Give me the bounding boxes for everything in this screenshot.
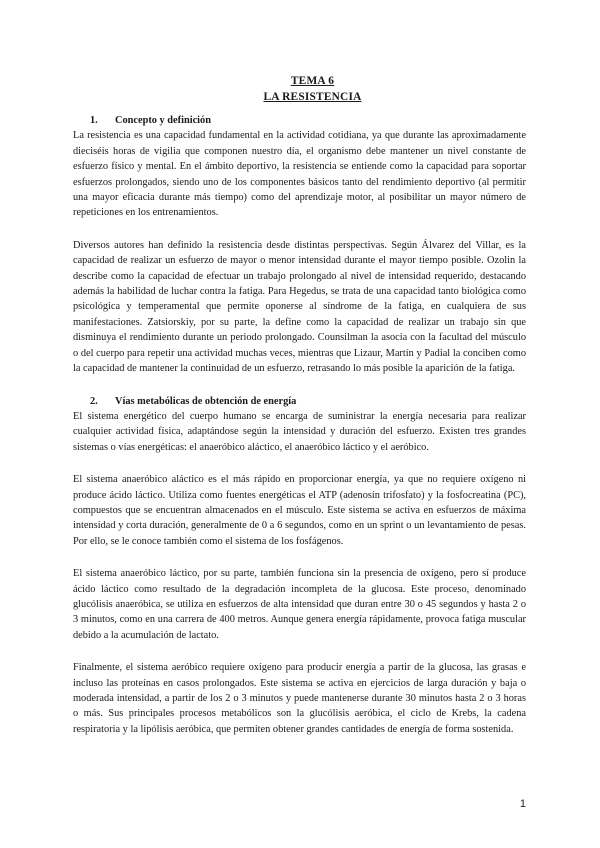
- section-heading-1: [73, 113, 526, 128]
- title-block: [0, 73, 600, 105]
- paragraph: El sistema anaeróbico aláctico es el más rápido en proporcionar energía, ya que no requiere oxígeno ni produce ácido láctico. Utiliza como fuentes energéticas el ATP (adenosín trifosfato) y la fosfocreatina (PC), compuestos que se encuentran almacenados en el músculo. Este sistema se activa en esfuerzos de máxima intensidad y corta duración, generalmente de 0 a 6 segundos, como en un sprint o un levantamiento de pesas. Por ello, se le conoce también como el sistema de los fosfágenos.: [73, 474, 526, 547]
- section-title: Vías metabólicas de obtención de energía: [115, 395, 297, 407]
- section-number: 2.: [90, 395, 98, 407]
- document-body: [73, 113, 526, 754]
- page-number: 1: [519, 798, 526, 810]
- paragraph: Finalmente, el sistema aeróbico requiere oxígeno para producir energía a partir de la glucosa, las grasas e incluso las proteínas en casos prolongados. Este sistema se activa en ejercicios de larga duración y baja o moderada intensidad, a partir de los 2 o 3 minutos y puede mantenerse durante 30 minutos hasta 2 o 3 horas o más. Sus principales procesos metabólicos son la glucólisis aeróbica, el ciclo de Krebs, la cadena respiratoria y la lipólisis aeróbica, que permiten obtener grandes cantidades de energía de forma sostenida.: [73, 662, 526, 735]
- topic-number: TEMA 6: [290, 75, 335, 87]
- paragraph: Diversos autores han definido la resistencia desde distintas perspectivas. Según Álvarez del Villar, es la capacidad de realizar un esfuerzo de mayor o menor intensidad durante el mayor tiempo posible. Ozolin la describe como la capacidad de efectuar un trabajo prolongado al nivel de intensidad requerido, destacando además la habilidad de luchar contra la fatiga. Para Hegedus, se trata de una capacidad tanto biológica como psicológica y temperamental que permite oponerse al síndrome de la fatiga, en cualquiera de sus manifestaciones. Zatsiorskiy, por su parte, la define como la capacidad de realizar un trabajo sin que disminuya el rendimiento durante un periodo prolongado. Counsilman la asocia con la facultad del músculo o del cuerpo para repetir una actividad muchas veces, mientras que Lizaur, Martín y Padial la conciben como la capacidad de mantener la continuidad de un esfuerzo, retrasando lo más posible la aparición de la fatiga.: [73, 239, 526, 375]
- section-heading-2: [73, 394, 526, 409]
- paragraph: El sistema anaeróbico láctico, por su parte, también funciona sin la presencia de oxígeno, pero sí produce ácido láctico como resultado de la degradación incompleta de la glucosa. Este proceso, denominado glucólisis anaeróbica, se utiliza en esfuerzos de alta intensidad que duran entre 30 o 45 segundos y hasta 2 o 3 minutos, como en una carrera de 400 metros. Aunque genera energía rápidamente, provoca fatiga muscular debido a la acumulación de lactato.: [73, 568, 526, 641]
- document-title: LA RESISTENCIA: [263, 91, 362, 103]
- section-title: Concepto y definición: [115, 115, 211, 126]
- section-number: 1.: [90, 115, 98, 126]
- paragraph: La resistencia es una capacidad fundamental en la actividad cotidiana, ya que durante las aproximadamente dieciséis horas de vigilia que componen nuestro día, el organismo debe mantener un nivel constante de esfuerzo físico y mental. En el ámbito deportivo, la resistencia se entiende como la capacidad para soportar esfuerzos prolongados, siendo uno de los componentes básicos tanto del rendimiento deportivo (al permitir una mayor eficacia durante más tiempo) como del aprendizaje motor, al posibilitar un mayor número de repeticiones en los entrenamientos.: [73, 130, 526, 219]
- paragraph: El sistema energético del cuerpo humano se encarga de suministrar la energía necesaria para realizar cualquier actividad física, adaptándose según la intensidad y duración del esfuerzo. Existen tres grandes sistemas o vías energéticas: el anaeróbico aláctico, el anaeróbico láctico y el aeróbico.: [73, 410, 526, 453]
